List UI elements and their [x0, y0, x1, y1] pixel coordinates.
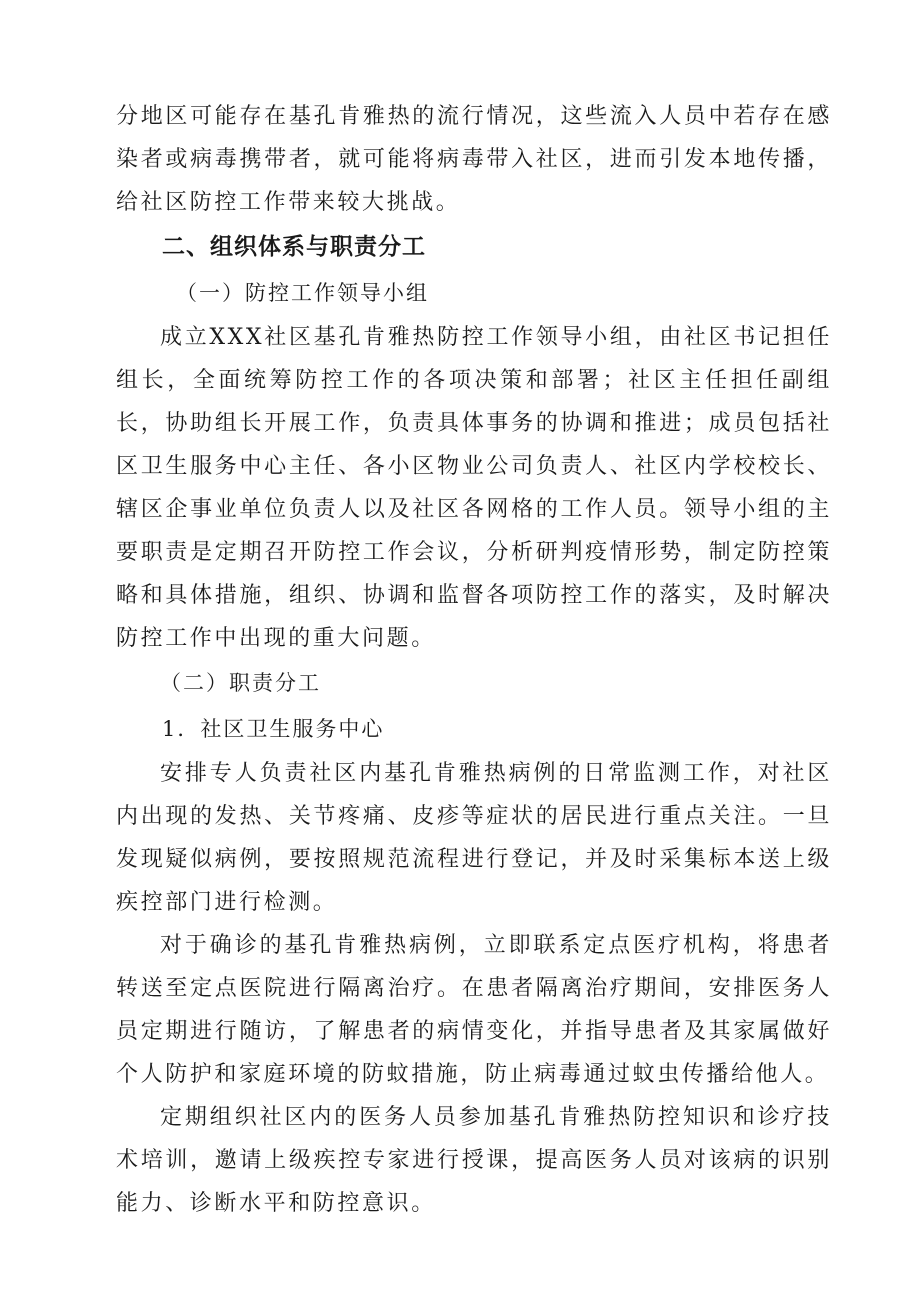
- paragraph-continuation: 分地区可能存在基孔肯雅热的流行情况，这些流入人员中若存在感染者或病毒携带者，就可能将病毒带入社区，进而引发本地传播，给社区防控工作带来较大挑战。: [116, 104, 832, 215]
- paragraph-training: 定期组织社区内的医务人员参加基孔肯雅热防控知识和诊疗技术培训，邀请上级疾控专家进行授课，提高医务人员对该病的识别能力、诊断水平和防控意识。: [116, 1105, 832, 1216]
- subsection-heading-leadership-group: （一）防控工作领导小组: [176, 281, 429, 305]
- subsection-heading-responsibilities: （二）职责分工: [160, 671, 321, 695]
- paragraph-leadership-group: 成立XXX社区基孔肯雅热防控工作领导小组，由社区书记担任组长，全面统筹防控工作的各项决策和部署；社区主任担任副组长，协助组长开展工作，负责具体事务的协调和推进；成员包括社区卫生服务中心主任、各小区物业公司负责人、社区内学校校长、辖区企事业单位负责人以及社区各网格的工作人员。领导小组的主要职责是定期召开防控工作会议，分析研判疫情形势，制定防控策略和具体措施，组织、协调和监督各项防控工作的落实，及时解决防控工作中出现的重大问题。: [116, 325, 832, 651]
- paragraph-monitoring: 安排专人负责社区内基孔肯雅热病例的日常监测工作，对社区内出现的发热、关节疼痛、皮疹等症状的居民进行重点关注。一旦发现疑似病例，要按照规范流程进行登记，并及时采集标本送上级疾控部门进行检测。: [116, 761, 832, 915]
- item-heading-health-center: 1．社区卫生服务中心: [162, 717, 385, 741]
- section-heading-organization: 二、组织体系与职责分工: [162, 234, 426, 260]
- paragraph-treatment: 对于确诊的基孔肯雅热病例，立即联系定点医疗机构，将患者转送至定点医院进行隔离治疗。在患者隔离治疗期间，安排医务人员定期进行随访，了解患者的病情变化，并指导患者及其家属做好个人防护和家庭环境的防蚊措施，防止病毒通过蚊虫传播给他人。: [116, 933, 832, 1087]
- document-body: [116, 95, 832, 1225]
